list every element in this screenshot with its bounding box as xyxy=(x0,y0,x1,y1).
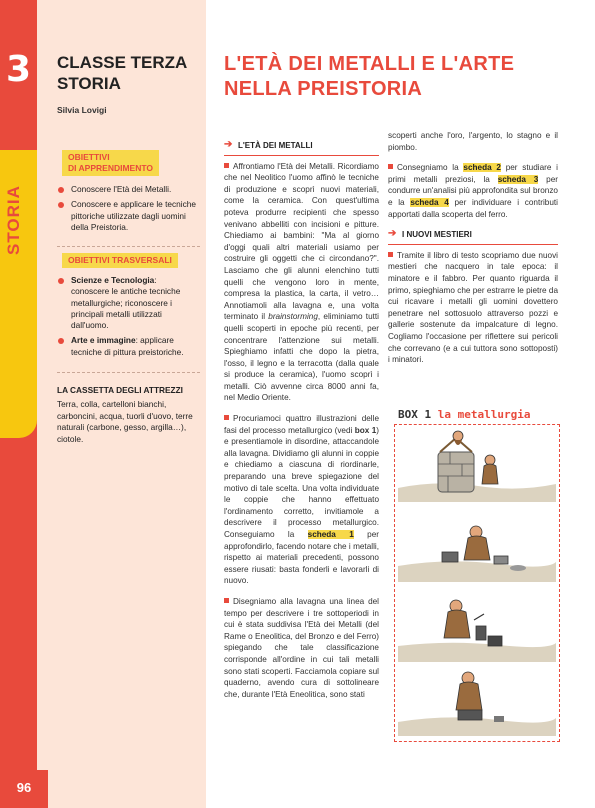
obiettivi-apprendimento-title: OBIETTIVI DI APPRENDIMENTO xyxy=(62,150,159,176)
smelting-illustration xyxy=(398,510,556,582)
bullet-square-icon xyxy=(388,252,393,257)
bullet-square-icon xyxy=(224,163,229,168)
page-title: L'ETÀ DEI METALLI E L'ARTE NELLA PREISTORIA xyxy=(224,53,515,100)
list-item: Conoscere e applicare le tecniche pittoriche utilizzate dagli uomini della Preistoria. xyxy=(57,199,197,233)
mining-illustration xyxy=(398,430,556,502)
box-title: BOX 1 la metallurgia xyxy=(398,408,531,421)
metalwork-illustration xyxy=(398,664,556,736)
paragraph: Consegniamo la scheda 2 per studiare i primi metalli preziosi, la scheda 3 per condurre un'analisi più approfondita sul bronzo e la scheda 4 per individuare i contributi apportati dalla scoperta del ferro. xyxy=(388,163,559,219)
list-item: Arte e immagine: applicare tecniche di pittura preistoriche. xyxy=(57,335,197,358)
cassetta-text: Terra, colla, cartelloni bianchi, carboncini, acqua, tuorli d'uovo, terre naturali (carbone, gesso, argilla…), ciotole. xyxy=(57,399,193,444)
side-label: STORIA xyxy=(4,185,23,255)
cassetta-title: LA CASSETTA DEGLI ATTREZZI xyxy=(57,385,183,395)
list-item: Scienze e Tecnologia: conoscere le antiche tecniche metallurgiche; riconoscere i principali metalli utilizzati dall'uomo. xyxy=(57,275,197,331)
obiettivi-trasversali-title: OBIETTIVI TRASVERSALI xyxy=(62,253,178,268)
classe-label: CLASSE TERZA xyxy=(57,53,188,72)
arrow-right-icon: ➔ xyxy=(388,228,397,240)
paragraph: scoperti anche l'oro, l'argento, lo stagno e il piombo. xyxy=(388,131,558,152)
paragraph: Affrontiamo l'Età dei Metalli. Ricordiamo che nel Neolitico l'uomo affinò le tecniche di produzione e scoprì nuovi materiali, come la ceramica. Con quest'ultima poteva produrre recipienti che spesso venivano abbelliti con incisioni e pitture. Chiediamo ai bambini: "Ma al giorno d'oggi quali altri materiali usiamo per costruire gli oggetti che ci circondano?". Lasciamo che gli alunni elenchino tutti quelli che vengono loro in mente, compresa la plastica, la carta, il vetro… Annotiamoli alla lavagna e, una volta terminato il brainstorming, eliminiamo tutti quelli scoperti in epoche più recenti, per concentrare l'attenzione sui metalli. Spieghiamo infatti che dopo la pietra, l'osso, il legno e la terracotta (dalla quale si produce la ceramica), l'uomo scoprì i metalli. Ciò avvenne circa 8000 anni fa, nel Medio Oriente. xyxy=(224,161,379,403)
column-1 xyxy=(224,140,379,709)
section-heading: ➔ I NUOVI MESTIERI xyxy=(388,229,558,245)
bullet-square-icon xyxy=(224,598,229,603)
divider xyxy=(57,246,200,247)
paragraph: Disegniamo alla lavagna una linea del tempo per descrivere i tre sottoperiodi in cui è stata suddivisa l'Età dei Metalli (del Rame o Eneolitica, del Bronzo e del Ferro) spiegando che tale classificazione corrisponde all'ordine in cui tali metalli sono stati scoperti. Facciamola copiare sul quaderno, avendo cura di sottolineare che, durante l'Età Eneolitica, sono stati xyxy=(224,596,379,699)
subject-label: STORIA xyxy=(57,74,121,93)
author: Silvia Lovigi xyxy=(57,105,107,115)
column-2 xyxy=(388,130,558,375)
forging-illustration xyxy=(398,590,556,662)
chapter-number: 3 xyxy=(5,49,32,90)
section-heading: ➔ L'ETÀ DEI METALLI xyxy=(224,140,379,156)
class-heading xyxy=(57,52,187,94)
obiettivi-trasversali-list xyxy=(57,275,197,362)
bullet-square-icon xyxy=(224,415,229,420)
paragraph: Tramite il libro di testo scopriamo due nuovi mestieri che nacquero in tale epoca: il minatore e il fabbro. Per quanto riguarda il primo, spieghiamo che per estrarre le pietre da cui ricavare i metalli gli uomini dovettero penetrare nel sottosuolo attraverso pozzi e gallerie sostenute da impalcature di legno. Cogliamo l'occasione per riflettere sui pericoli che correvano (e a cui tuttora sono sottoposti) i minatori. xyxy=(388,250,558,365)
bullet-square-icon xyxy=(388,164,393,169)
obiettivi-apprendimento-list xyxy=(57,184,197,237)
page-number: 96 xyxy=(0,770,48,808)
divider xyxy=(57,372,200,373)
arrow-right-icon: ➔ xyxy=(224,139,233,150)
list-item: Conoscere l'Età dei Metalli. xyxy=(57,184,197,195)
paragraph: Procuriamoci quattro illustrazioni delle fasi del processo metallurgico (vedi box 1) e presentiamole in disordine, attaccandole alla lavagna. Dividiamo gli alunni in coppie e chiediamo a ciascuna di riordinarle, preparando una breve spiegazione del motivo di tale scelta. Una volta individuate le coppie che hanno effettuato l'ordinamento corretto, invitiamole a descrivere il processo metallurgico. Conseguiamo la scheda 1 per approfondirlo, facendo notare che i metalli, rispetto ai materiali precedenti, possono essere riusati: basta fonderli e lavorarli di nuovo. xyxy=(224,414,380,586)
